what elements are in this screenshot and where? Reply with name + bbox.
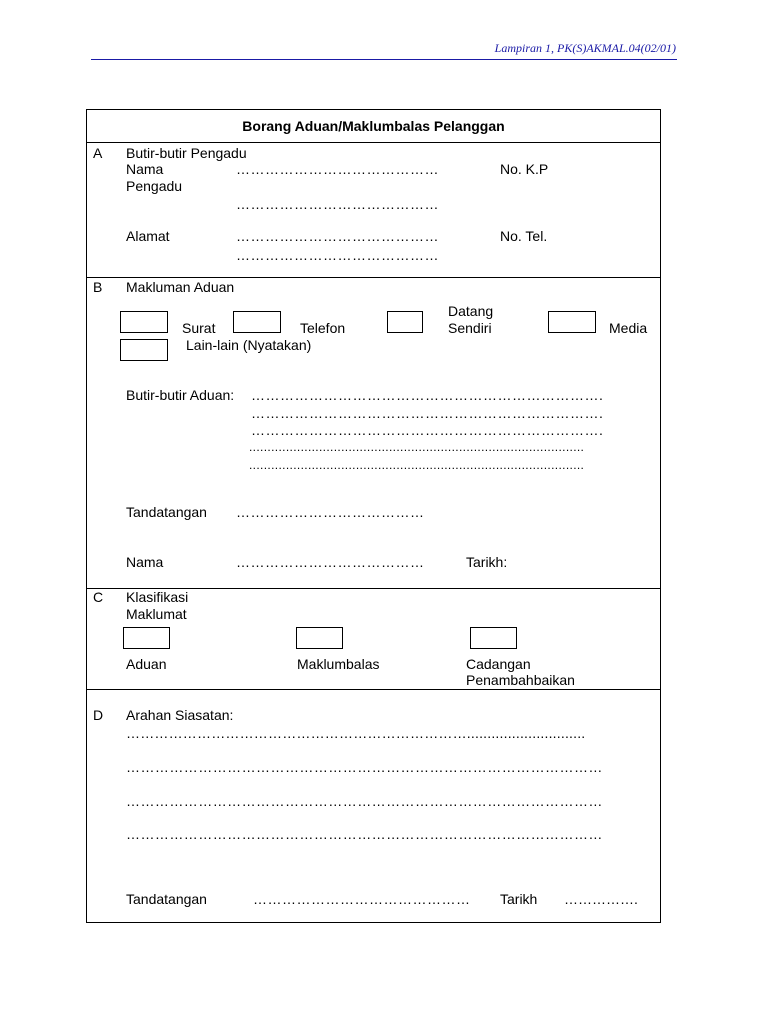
arahan-line-3[interactable]: ……………………………………………………………………………………… bbox=[126, 793, 603, 809]
tandatangan-b-field[interactable]: ………………………………… bbox=[236, 504, 425, 520]
arahan-line-4[interactable]: ……………………………………………………………………………………… bbox=[126, 826, 603, 842]
penambahbaikan-label: Penambahbaikan bbox=[466, 672, 575, 688]
arahan-line-1[interactable]: ………………………………………………………………............................. bbox=[126, 725, 586, 741]
checkbox-telefon[interactable] bbox=[233, 311, 281, 333]
butir-aduan-line-2[interactable]: ………………………………………………………………. bbox=[251, 405, 604, 421]
butir-aduan-line-4[interactable]: ........................................................................................... bbox=[249, 440, 585, 454]
tandatangan-b-label: Tandatangan bbox=[126, 504, 207, 520]
nama-label: Nama bbox=[126, 161, 164, 177]
section-c-heading-2: Maklumat bbox=[126, 606, 187, 622]
aduan-label: Aduan bbox=[126, 656, 167, 672]
section-a-divider bbox=[87, 277, 660, 278]
checkbox-cadangan[interactable] bbox=[470, 627, 517, 649]
document-reference: Lampiran 1, PK(S)AKMAL.04(02/01) bbox=[494, 41, 676, 55]
butir-aduan-line-1[interactable]: ………………………………………………………………. bbox=[251, 387, 604, 403]
tandatangan-d-label: Tandatangan bbox=[126, 891, 207, 907]
tandatangan-d-field[interactable]: ……………………………………… bbox=[253, 891, 471, 907]
datang-label: Datang bbox=[448, 303, 494, 319]
butir-aduan-line-5[interactable]: ........................................................................................... bbox=[249, 458, 585, 472]
section-d-letter: D bbox=[93, 707, 104, 723]
checkbox-datang-sendiri[interactable] bbox=[387, 311, 423, 333]
telefon-label: Telefon bbox=[300, 320, 346, 336]
section-c-divider bbox=[87, 689, 660, 690]
no-kp-label: No. K.P bbox=[500, 161, 549, 177]
checkbox-surat[interactable] bbox=[120, 311, 168, 333]
section-d-heading: Arahan Siasatan: bbox=[126, 707, 234, 723]
nama-b-field[interactable]: ………………………………… bbox=[236, 554, 425, 570]
maklumbalas-label: Maklumbalas bbox=[297, 656, 380, 672]
form-title: Borang Aduan/Maklumbalas Pelanggan bbox=[242, 118, 505, 134]
complaint-form bbox=[86, 109, 661, 923]
section-b-heading: Makluman Aduan bbox=[126, 279, 235, 295]
alamat-field-1[interactable]: …………………………………… bbox=[236, 228, 439, 244]
tarikh-d-field[interactable]: ……………. bbox=[564, 891, 638, 907]
nama-field[interactable]: …………………………………… bbox=[236, 161, 439, 177]
cadangan-label: Cadangan bbox=[466, 656, 531, 672]
sendiri-label: Sendiri bbox=[448, 320, 492, 336]
tarikh-b-label: Tarikh: bbox=[466, 554, 508, 570]
title-divider bbox=[87, 142, 660, 143]
section-a-heading: Butir-butir Pengadu bbox=[126, 145, 247, 161]
section-c-heading-1: Klasifikasi bbox=[126, 589, 189, 605]
alamat-field-2[interactable]: …………………………………… bbox=[236, 247, 439, 263]
section-c-letter: C bbox=[93, 589, 104, 605]
header-rule bbox=[91, 59, 677, 60]
checkbox-maklumbalas[interactable] bbox=[296, 627, 343, 649]
checkbox-aduan[interactable] bbox=[123, 627, 170, 649]
tarikh-d-label: Tarikh bbox=[500, 891, 538, 907]
pengadu-field[interactable]: …………………………………… bbox=[236, 196, 439, 212]
checkbox-lain-lain[interactable] bbox=[120, 339, 168, 361]
pengadu-label: Pengadu bbox=[126, 178, 183, 194]
media-label: Media bbox=[609, 320, 648, 336]
lain-lain-label: Lain-lain (Nyatakan) bbox=[186, 337, 312, 353]
no-tel-label: No. Tel. bbox=[500, 228, 548, 244]
nama-b-label: Nama bbox=[126, 554, 164, 570]
butir-aduan-line-3[interactable]: ………………………………………………………………. bbox=[251, 422, 604, 438]
checkbox-media[interactable] bbox=[548, 311, 596, 333]
section-a-letter: A bbox=[93, 145, 103, 161]
arahan-line-2[interactable]: ……………………………………………………………………………………… bbox=[126, 759, 603, 775]
alamat-label: Alamat bbox=[126, 228, 170, 244]
butir-aduan-label: Butir-butir Aduan: bbox=[126, 387, 235, 403]
section-b-letter: B bbox=[93, 279, 103, 295]
surat-label: Surat bbox=[182, 320, 216, 336]
